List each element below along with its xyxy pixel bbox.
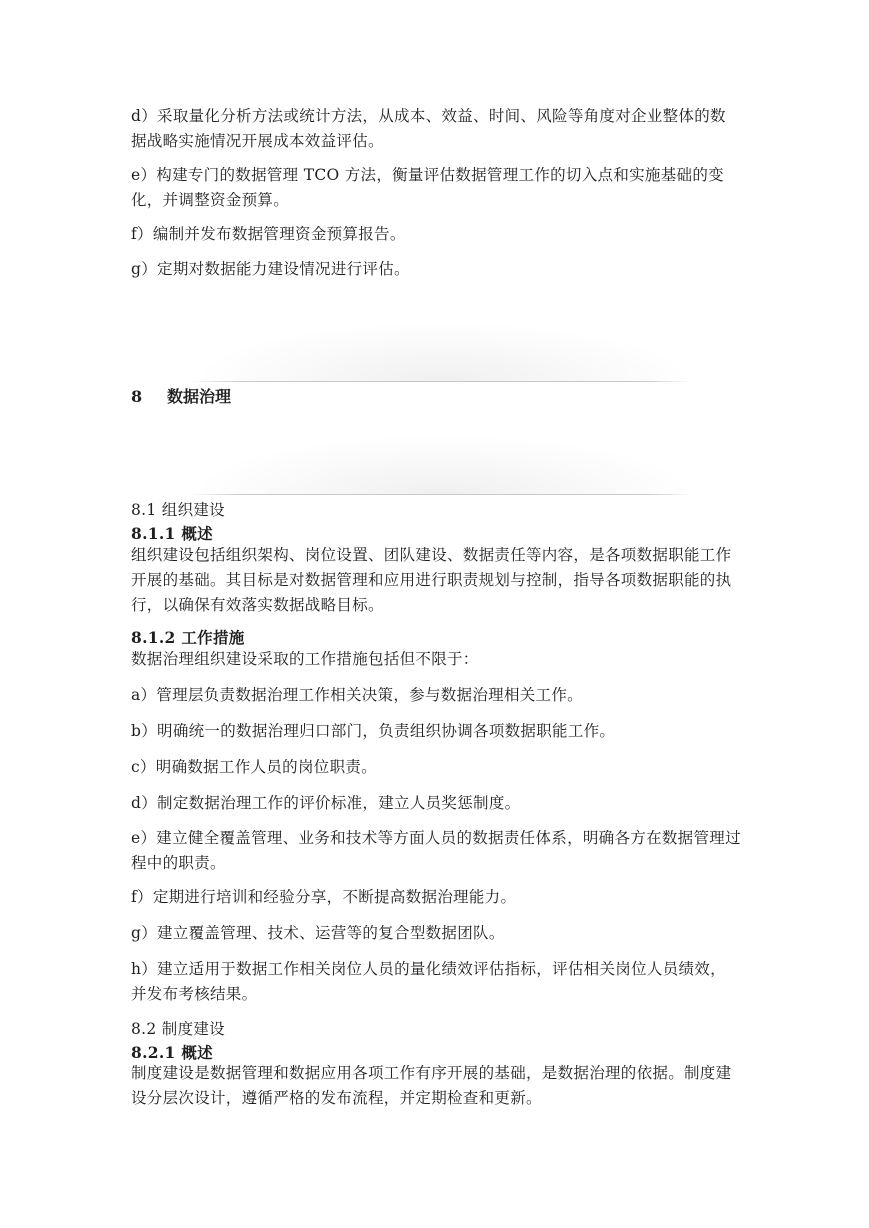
measures-intro: 数据治理组织建设采取的工作措施包括但不限于：	[131, 650, 479, 668]
list-item-a: a）管理层负责数据治理工作相关决策，参与数据治理相关工作。	[131, 686, 583, 704]
list-item-b: b）明确统一的数据治理归口部门，负责组织协调各项数据职能工作。	[131, 722, 616, 740]
section-title-8-2: 8.2 制度建设	[131, 1020, 225, 1038]
overview-paragraph-8-1-1: 组织建设包括组织架构、岗位设置、团队建设、数据责任等内容，是各项数据职能工作开展的基础。其目标是对数据管理和应用进行职责规划与控制，指导各项数据职能的执行，以确保有效落实数据战略目标。	[131, 546, 732, 614]
list-item-e-tco: e）构建专门的数据管理 TCO 方法，衡量评估数据管理工作的切入点和实施基础的变化，并调整资金预算。	[131, 166, 724, 209]
subsection-heading-8-1-2: 8.1.2 工作措施	[131, 628, 245, 647]
chapter-rule-bottom	[190, 494, 694, 495]
list-item-d: d）制定数据治理工作的评价标准，建立人员奖惩制度。	[131, 794, 521, 812]
list-item-f: f）定期进行培训和经验分享，不断提高数据治理能力。	[131, 888, 517, 906]
list-item-h: h）建立适用于数据工作相关岗位人员的量化绩效评估指标，评估相关岗位人员绩效，并发布考核结果。	[131, 960, 726, 1003]
decorative-shade	[190, 321, 694, 381]
section-title-8-1: 8.1 组织建设	[131, 501, 225, 519]
chapter-number: 8	[131, 387, 143, 406]
chapter-title: 数据治理	[167, 387, 232, 406]
chapter-heading	[131, 387, 231, 407]
chapter-rule-top	[190, 381, 694, 382]
subsection-heading-8-1-1: 8.1.1 概述	[131, 524, 213, 543]
subsection-heading-8-2-1: 8.2.1 概述	[131, 1043, 213, 1062]
list-item-d-cost-benefit: d）采取量化分析方法或统计方法，从成本、效益、时间、风险等角度对企业整体的数据战略实施情况开展成本效益评估。	[131, 107, 726, 150]
list-item-c: c）明确数据工作人员的岗位职责。	[131, 758, 377, 776]
decorative-shade	[190, 434, 694, 494]
list-item-g-capability-assessment: g）定期对数据能力建设情况进行评估。	[131, 260, 410, 278]
overview-paragraph-8-2-1: 制度建设是数据管理和数据应用各项工作有序开展的基础，是数据治理的依据。制度建设分层次设计，遵循严格的发布流程，并定期检查和更新。	[131, 1064, 732, 1107]
list-item-f-budget-report: f）编制并发布数据管理资金预算报告。	[131, 225, 406, 243]
list-item-e: e）建立健全覆盖管理、业务和技术等方面人员的数据责任体系，明确各方在数据管理过程中的职责。	[131, 829, 741, 872]
list-item-g: g）建立覆盖管理、技术、运营等的复合型数据团队。	[131, 924, 505, 942]
